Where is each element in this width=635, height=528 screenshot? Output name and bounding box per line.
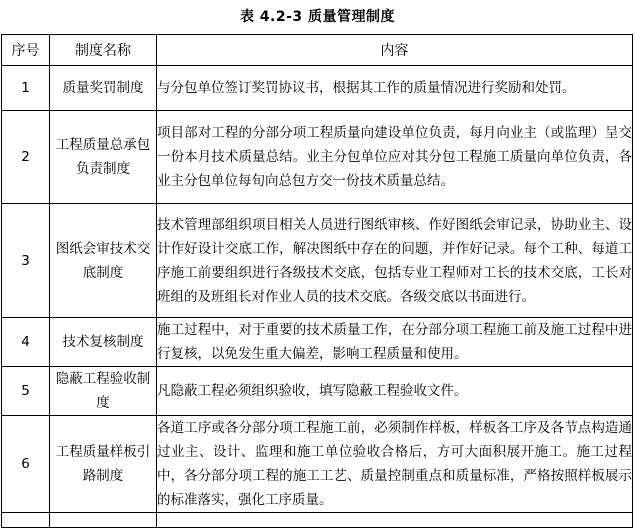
rule-name: 工程质量样板引路制度	[50, 416, 157, 513]
table-row	[2, 111, 633, 204]
empty-cell	[2, 513, 50, 528]
row-number: 5	[2, 367, 50, 416]
table-row	[2, 416, 633, 513]
rule-content: 施工过程中，对于重要的技术质量工作，在分部分项工程施工前及施工过程中进行复核，以免发生重大偏差，影响工程质量和使用。	[157, 318, 633, 367]
rule-name: 工程质量总承包负责制度	[50, 111, 157, 204]
table-row	[2, 367, 633, 416]
header-no: 序号	[2, 35, 50, 66]
row-number: 2	[2, 111, 50, 204]
table-row-cut-off	[2, 513, 633, 528]
rule-content: 各道工序或各分部分项工程施工前，必须制作样板，样板各工序及各节点构造通过业主、设计、监理和施工单位验收合格后，方可大面积展开施工。施工过程中，各分部分项工程的施工工艺、质量控制重点和质量标准，严格按照样板展示的标准落实，强化工序质量。	[157, 416, 633, 513]
table-header-row	[2, 35, 633, 66]
header-content: 内容	[157, 35, 633, 66]
table-row	[2, 204, 633, 318]
rule-content: 项目部对工程的分部分项工程质量向建设单位负责，每月向业主（或监理）呈交一份本月技术质量总结。业主分包单位应对其分包工程施工质量向单位负责，各业主分包单位每旬向总包方交一份技术质量总结。	[157, 111, 633, 204]
empty-cell	[157, 513, 633, 528]
table-row	[2, 318, 633, 367]
quality-management-table	[1, 34, 633, 528]
row-number: 4	[2, 318, 50, 367]
row-number: 3	[2, 204, 50, 318]
empty-cell	[50, 513, 157, 528]
rule-name: 技术复核制度	[50, 318, 157, 367]
table-row	[2, 66, 633, 111]
rule-name: 图纸会审技术交底制度	[50, 204, 157, 318]
row-number: 1	[2, 66, 50, 111]
rule-name: 质量奖罚制度	[50, 66, 157, 111]
header-name: 制度名称	[50, 35, 157, 66]
row-number: 6	[2, 416, 50, 513]
rule-content: 与分包单位签订奖罚协议书，根据其工作的质量情况进行奖励和处罚。	[157, 66, 633, 111]
rule-name: 隐蔽工程验收制度	[50, 367, 157, 416]
rule-content: 凡隐蔽工程必须组织验收，填写隐蔽工程验收文件。	[157, 367, 633, 416]
table-caption: 表 4.2-3 质量管理制度	[239, 9, 396, 25]
rule-content: 技术管理部组织项目相关人员进行图纸审核、作好图纸会审记录，协助业主、设计作好设计交底工作，解决图纸中存在的问题，并作好记录。每个工种、每道工序施工前要组织进行各级技术交底，包括专业工程师对工长的技术交底，工长对班组的及班组长对作业人员的技术交底。各级交底以书面进行。	[157, 204, 633, 318]
